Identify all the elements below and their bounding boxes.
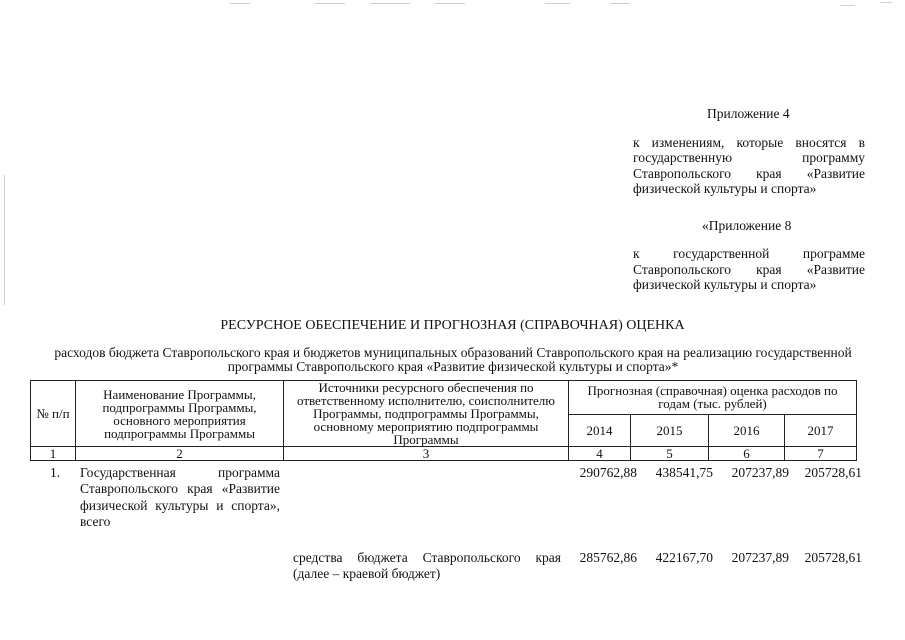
row-value: 205728,61	[804, 465, 862, 480]
row-value: 205728,61	[804, 550, 862, 565]
document-subtitle: расходов бюджета Ставропольского края и бюджетов муниципальных образований Ставропольского края на реализацию государственной программы Ставропольского края «Развитие физической культуры и спорта»*	[54, 345, 852, 375]
scan-artifact	[230, 3, 250, 4]
header-year: 2015	[631, 414, 709, 446]
column-number: 7	[785, 447, 857, 461]
column-number: 5	[631, 447, 709, 461]
appendix-title: Приложение 4	[707, 106, 790, 121]
row-value: 207237,89	[731, 550, 789, 565]
appendix-title-2: «Приложение 8	[702, 217, 792, 233]
appendix-text-2: к государственной программе Ставропольского края «Развитие физической культуры и спорта»	[633, 246, 865, 293]
row-value: 285762,86	[579, 550, 637, 565]
header-year: 2014	[569, 414, 631, 446]
header-sources: Источники ресурсного обеспечения по ответственному исполнителю, соисполнителю Программы, подпрограммы Программы, основному мероприятию подпрограммы Программы	[284, 381, 569, 447]
row-name: Государственная программа Ставропольского края «Развитие физической культуры и спорта», всего	[80, 465, 280, 530]
column-number: 1	[31, 447, 76, 461]
row-num: 1.	[50, 465, 61, 480]
scan-edge	[4, 175, 5, 305]
row-value: 207237,89	[731, 465, 789, 480]
appendix-block	[633, 106, 865, 293]
row-value: 422167,70	[655, 550, 713, 565]
scan-artifact	[610, 3, 630, 4]
header-year: 2017	[785, 414, 857, 446]
scan-artifact	[880, 2, 892, 3]
column-number: 4	[569, 447, 631, 461]
row-value: 290762,88	[579, 465, 637, 480]
header-name: Наименование Программы, подпрограммы Программы, основного мероприятия подпрограммы Программы	[76, 381, 284, 447]
scan-artifact	[435, 3, 465, 4]
header-num: № п/п	[31, 381, 76, 447]
row-value: 438541,75	[655, 465, 713, 480]
appendix-text: к изменениям, которые вносятся в государственную программу Ставропольского края «Развитие физической культуры и спорта»	[633, 134, 865, 197]
scan-artifact	[840, 5, 855, 6]
scan-artifact	[545, 3, 570, 4]
column-number: 3	[284, 447, 569, 461]
document-title: РЕСУРСНОЕ ОБЕСПЕЧЕНИЕ И ПРОГНОЗНАЯ (СПРАВОЧНАЯ) ОЦЕНКА	[220, 318, 685, 333]
scan-artifact	[315, 3, 345, 4]
resource-table-header	[30, 380, 857, 461]
scan-artifact	[370, 3, 410, 4]
header-year: 2016	[709, 414, 785, 446]
column-number: 6	[709, 447, 785, 461]
column-number: 2	[76, 447, 284, 461]
header-forecast: Прогнозная (справочная) оценка расходов по годам (тыс. рублей)	[569, 381, 857, 415]
row-source: средства бюджета Ставропольского края (далее – краевой бюджет)	[293, 550, 561, 582]
